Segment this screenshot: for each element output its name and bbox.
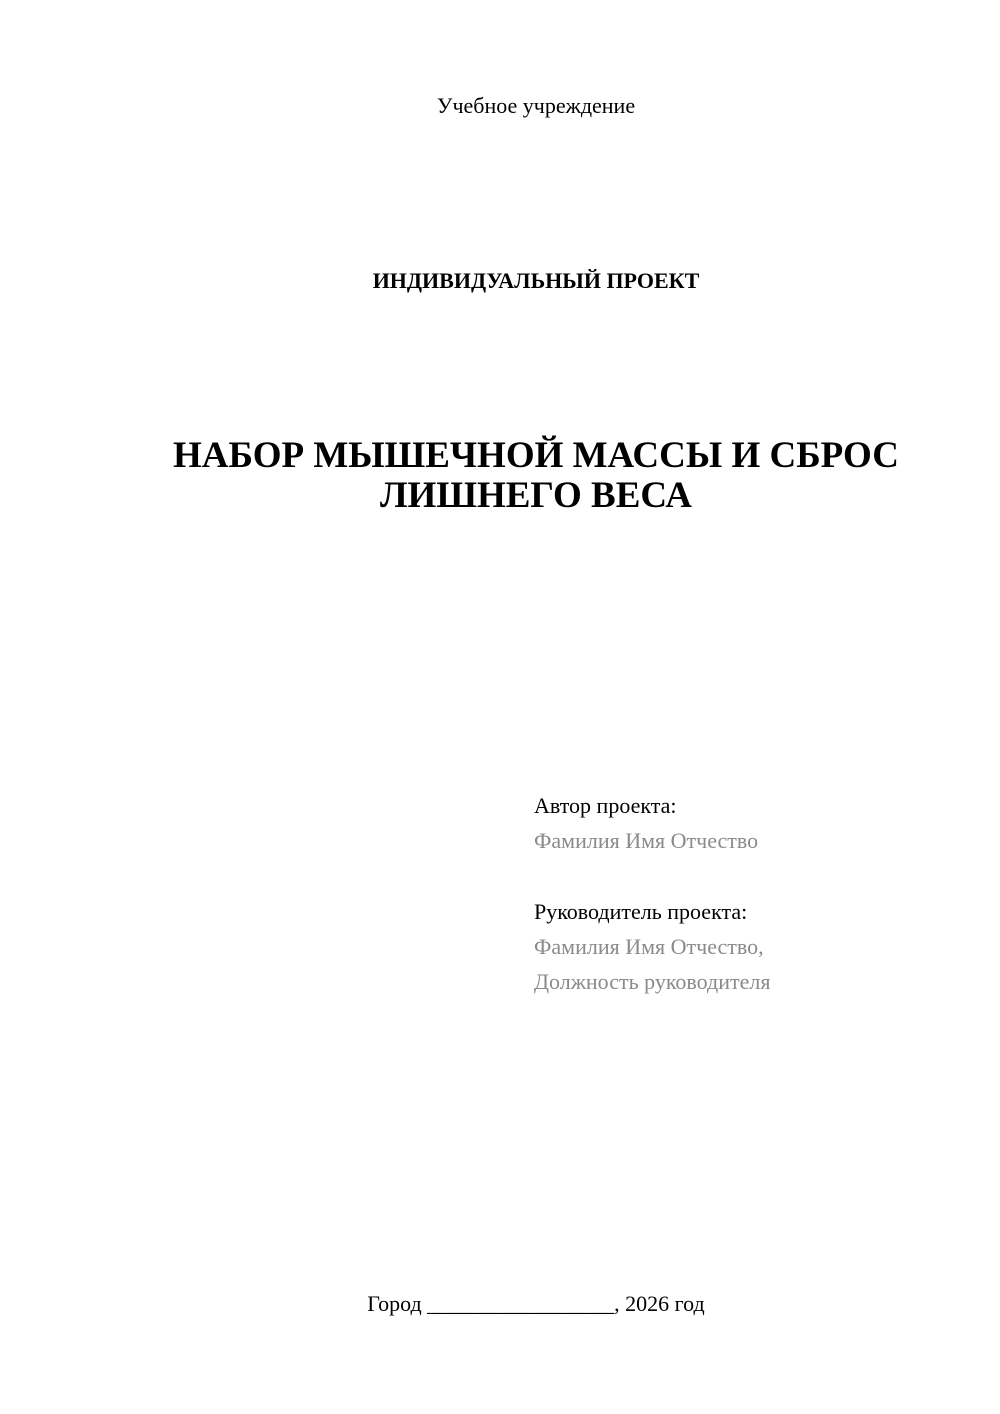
city-blank: _________________ <box>427 1291 615 1316</box>
city-label: Город <box>367 1291 422 1316</box>
supervisor-name: Фамилия Имя Отчество, <box>534 934 764 959</box>
supervisor-position: Должность руководителя <box>534 969 771 994</box>
city-year-line <box>0 1290 1000 1318</box>
document-type: ИНДИВИДУАЛЬНЫЙ ПРОЕКТ <box>372 268 700 293</box>
info-spacer <box>534 858 974 894</box>
document-title-line-1: НАБОР МЫШЕЧНОЙ МАССЫ И СБРОС <box>172 435 900 476</box>
year-text: , 2026 год <box>614 1291 705 1316</box>
supervisor-label: Руководитель проекта: <box>534 899 748 924</box>
author-name: Фамилия Имя Отчество <box>534 828 759 853</box>
document-title <box>0 436 1000 516</box>
document-title-line-2: ЛИШНЕГО ВЕСА <box>379 475 693 516</box>
project-info-block <box>534 788 974 999</box>
institution-name: Учебное учреждение <box>436 93 636 118</box>
author-label: Автор проекта: <box>534 793 677 818</box>
